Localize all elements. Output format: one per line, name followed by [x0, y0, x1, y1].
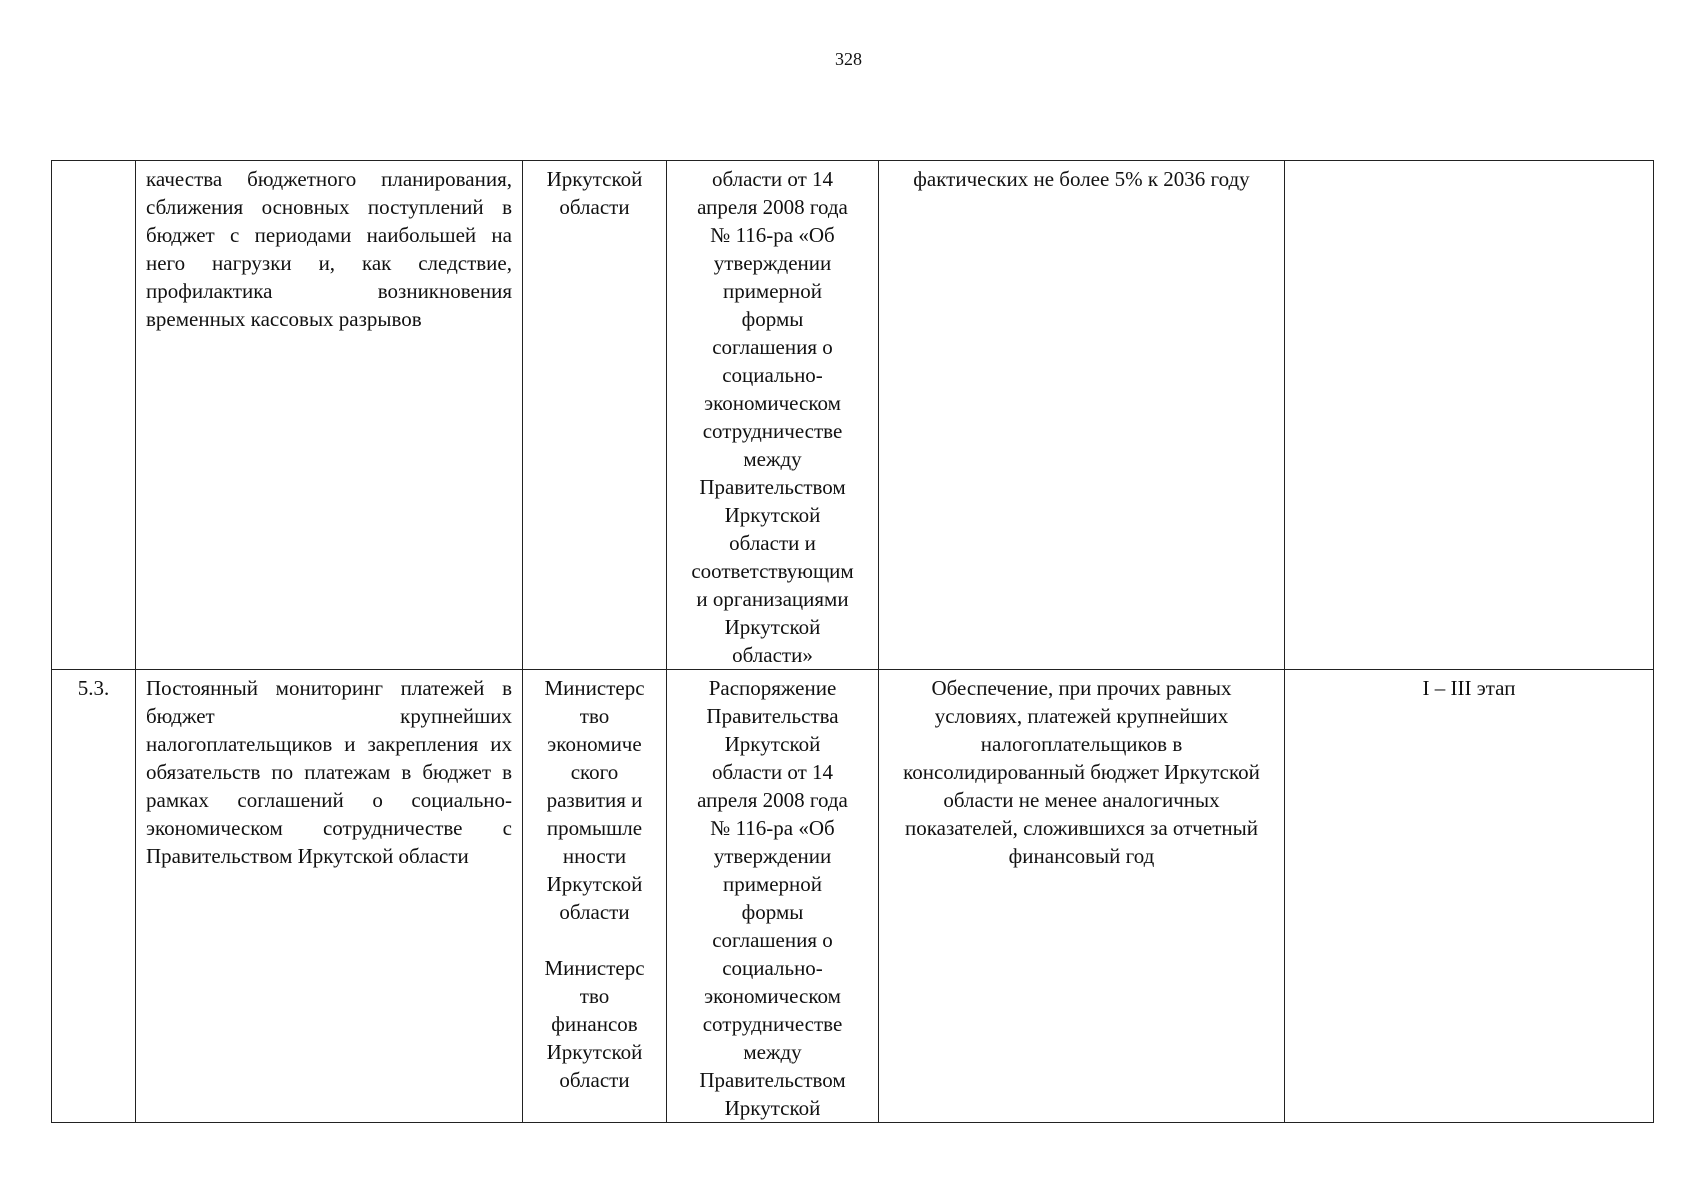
executor-cell	[523, 161, 667, 670]
cell-line: апреля 2008 года	[697, 195, 848, 219]
measures-table	[51, 160, 1654, 1123]
row-number: 5.3.	[52, 670, 136, 1123]
cell-line: Иркутской	[724, 615, 821, 639]
cell-line: Министерс	[544, 956, 645, 980]
cell-line: социально-	[722, 956, 823, 980]
cell-line: финансов	[551, 1012, 638, 1036]
cell-line: Иркутской	[724, 1096, 821, 1120]
cell-line: между	[743, 1040, 802, 1064]
cell-line: экономическом	[704, 984, 841, 1008]
measure-name: Постоянный мониторинг платежей в бюджет крупнейших налогоплательщиков и закрепления их обязательств по платежам в бюджет в рамках соглашений о социально-экономическом сотрудничестве с Правительством Иркутской области	[136, 670, 523, 1123]
cell-line: Правительством	[699, 1068, 846, 1092]
document-cell	[667, 161, 879, 670]
stage-cell	[1285, 161, 1654, 670]
cell-line: области	[559, 195, 630, 219]
cell-line: тво	[579, 704, 610, 728]
cell-line: формы	[741, 900, 804, 924]
cell-line: между	[743, 447, 802, 471]
executor-cell	[523, 670, 667, 1123]
cell-line: соглашения о	[712, 335, 833, 359]
row-number	[52, 161, 136, 670]
cell-line: экономиче	[547, 732, 642, 756]
expected-result: Обеспечение, при прочих равных условиях, платежей крупнейших налогоплательщиков в консолидированный бюджет Иркутской области не менее аналогичных показателей, сложившихся за отчетный финансовый год	[879, 670, 1285, 1123]
cell-line: промышле	[546, 816, 643, 840]
cell-line: Министерс	[544, 676, 645, 700]
cell-line: формы	[741, 307, 804, 331]
cell-line: ского	[570, 760, 619, 784]
cell-line: Правительства	[706, 704, 839, 728]
cell-line: сотрудничестве	[702, 419, 843, 443]
page-number: 328	[835, 49, 862, 69]
cell-line: соглашения о	[712, 928, 833, 952]
cell-line: № 116-ра «Об	[710, 223, 835, 247]
cell-line: области»	[732, 643, 813, 667]
line-gap	[527, 926, 662, 954]
cell-line: № 116-ра «Об	[710, 816, 835, 840]
cell-line: Распоряжение	[708, 676, 837, 700]
cell-line: и организациями	[696, 587, 849, 611]
cell-line: нности	[562, 844, 627, 868]
cell-line: тво	[579, 984, 610, 1008]
cell-line: Иркутской	[724, 503, 821, 527]
cell-line: Иркутской	[546, 167, 643, 191]
cell-line: примерной	[722, 279, 823, 303]
cell-line: Иркутской	[546, 1040, 643, 1064]
table-row	[52, 670, 1654, 1123]
cell-line: утверждении	[713, 251, 832, 275]
cell-line: соответствующим	[691, 559, 854, 583]
cell-line: примерной	[722, 872, 823, 896]
document-cell	[667, 670, 879, 1123]
cell-line: апреля 2008 года	[697, 788, 848, 812]
cell-line: Иркутской	[546, 872, 643, 896]
measure-name: качества бюджетного планирования, сближения основных поступлений в бюджет с периодами наибольшей на него нагрузки и, как следствие, профилактика возникновения временных кассовых разрывов	[136, 161, 523, 670]
cell-line: Иркутской	[724, 732, 821, 756]
cell-line: экономическом	[704, 391, 841, 415]
table-row	[52, 161, 1654, 670]
cell-line: социально-	[722, 363, 823, 387]
cell-line: области от 14	[711, 167, 834, 191]
expected-result: фактических не более 5% к 2036 году	[879, 161, 1285, 670]
cell-line: области и	[729, 531, 816, 555]
cell-line: области	[559, 1068, 630, 1092]
cell-line: утверждении	[713, 844, 832, 868]
cell-line: области	[559, 900, 630, 924]
cell-line: развития и	[546, 788, 643, 812]
cell-line: области от 14	[711, 760, 834, 784]
cell-line: Правительством	[699, 475, 846, 499]
stage-cell: I – III этап	[1285, 670, 1654, 1123]
cell-line: сотрудничестве	[702, 1012, 843, 1036]
